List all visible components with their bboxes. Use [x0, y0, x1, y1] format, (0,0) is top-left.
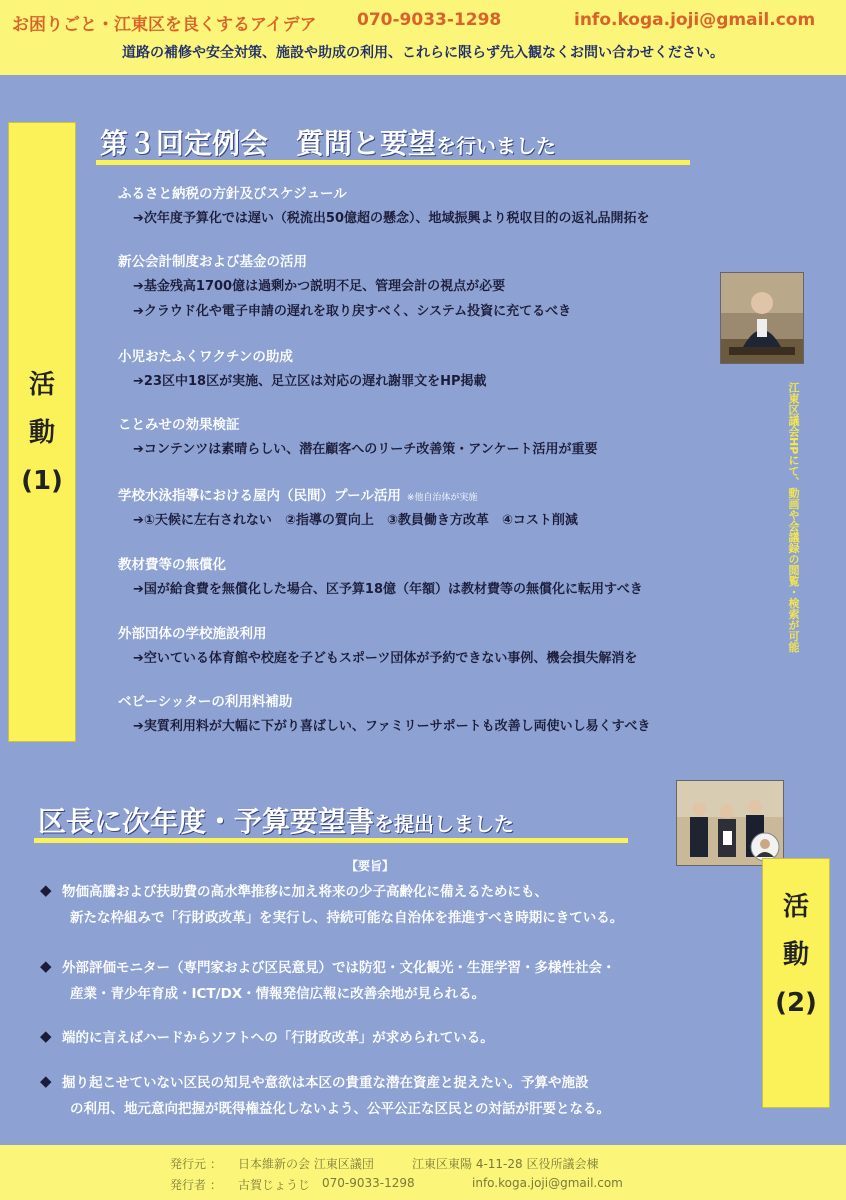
diamond-bullet-icon: ◆ — [40, 1027, 52, 1045]
footer — [0, 1145, 846, 1200]
question-answer-line: ➔23区中18区が実施、足立区は対応の遅れ謝罪文をHP掲載 — [133, 374, 487, 389]
summary-line: 物価高騰および扶助費の高水準推移に加え将来の少子高齢化に備えるためにも、 — [62, 884, 548, 900]
diamond-bullet-icon: ◆ — [40, 1072, 52, 1090]
video-archive-caption: 江東区議会HPにて、動画や会議録の閲覧・検索が可能 — [787, 382, 800, 653]
question-answer-line: ➔①天候に左右されない ②指導の質向上 ③教員働き方改革 ④コスト削減 — [133, 513, 578, 528]
footer-phone[interactable]: 070-9033-1298 — [322, 1176, 415, 1190]
activity-2-sidebar — [762, 858, 830, 1108]
summary-line: 外部評価モニター（専門家および区民意見）では防犯・文化観光・生涯学習・多様性社会・ — [62, 960, 616, 976]
header-email[interactable]: info.koga.joji@gmail.com — [574, 10, 816, 30]
question-title: ベビーシッターの利用料補助 — [118, 694, 293, 710]
question-title: 新公会計制度および基金の活用 — [118, 254, 307, 270]
footer-publisher-label: 発行元 ： — [170, 1157, 222, 1171]
section1-title-underline — [96, 160, 690, 165]
question-answer-line: ➔次年度予算化では遅い（税流出50億超の懸念）、地域振興より税収目的の返礼品開拓を — [133, 211, 650, 226]
header-topic: お困りごと・江東区を良くするアイデア — [12, 15, 317, 35]
summary-line: 産業・青少年育成・ICT/DX・情報発信広報に改善余地が見られる。 — [70, 986, 486, 1002]
speaker-photo — [720, 272, 804, 364]
question-title: 学校水泳指導における屋内（民間）プール活用 ※他自治体が実施 — [118, 488, 478, 504]
contact-line — [12, 10, 838, 36]
footer-address: 江東区東陽 4-11-28 区役所議会棟 — [412, 1157, 599, 1171]
summary-line: 掘り起こせていない区民の知見や意欲は本区の貴重な潜在資産と捉えたい。予算や施設 — [62, 1075, 589, 1091]
header-phone[interactable]: 070-9033-1298 — [357, 10, 502, 30]
question-title: 小児おたふくワクチンの助成 — [118, 349, 293, 365]
section1-title: 第３回定例会 質問と要望を行いました — [100, 127, 557, 160]
question-answer-line: ➔実質利用料が大幅に下がり喜ばしい、ファミリーサポートも改善し両使いし易くすべき — [133, 719, 651, 734]
footer-publisher: 日本維新の会 江東区議団 — [238, 1157, 374, 1171]
question-note: ※他自治体が実施 — [406, 493, 478, 503]
activity-1-sidebar — [8, 122, 76, 742]
question-answer-line: ➔基金残高1700億は過剰かつ説明不足、管理会計の視点が必要 — [133, 279, 506, 294]
summary-line: の利用、地元意向把握が既得権益化しないよう、公平公正な区民との対話が肝要となる。 — [70, 1101, 610, 1117]
question-title: ふるさと納税の方針及びスケジュール — [118, 186, 347, 202]
summary-line: 端的に言えばハードからソフトへの「行財政改革」が求められている。 — [62, 1030, 494, 1046]
activity-1-label: 活 動 (1) — [21, 370, 63, 496]
question-answer-line: ➔空いている体育館や校庭を子どもスポーツ団体が予約できない事例、機会損失解消を — [133, 651, 638, 666]
footer-issuer: 古賀じょうじ — [238, 1178, 311, 1192]
header-subline: 道路の補修や安全対策、施設や助成の利用、これらに限らず先入観なくお問い合わせください。 — [122, 45, 724, 61]
section2-title: 区長に次年度・予算要望書を提出しました — [38, 805, 515, 838]
question-title: 教材費等の無償化 — [118, 557, 226, 573]
diamond-bullet-icon: ◆ — [40, 957, 52, 975]
section2-title-underline — [34, 838, 628, 843]
footer-email[interactable]: info.koga.joji@gmail.com — [472, 1176, 623, 1190]
diamond-bullet-icon: ◆ — [40, 881, 52, 899]
submission-photo — [676, 780, 784, 866]
question-title: ことみせの効果検証 — [118, 417, 240, 433]
footer-issuer-label: 発行者 ： — [170, 1178, 222, 1192]
question-title: 外部団体の学校施設利用 — [118, 626, 267, 642]
summary-line: 新たな枠組みで「行財政改革」を実行し、持続可能な自治体を推進すべき時期にきている。 — [70, 910, 624, 926]
contact-header — [0, 0, 846, 75]
activity-2-label: 活 動 (2) — [775, 892, 817, 1018]
question-answer-line: ➔クラウド化や電子申請の遅れを取り戻すべく、システム投資に充てるべき — [133, 304, 572, 319]
summary-label: 【要旨】 — [345, 859, 394, 873]
question-answer-line: ➔国が給食費を無償化した場合、区予算18億（年額）は教材費等の無償化に転用すべき — [133, 582, 643, 597]
question-answer-line: ➔コンテンツは素晴らしい、潜在顧客へのリーチ改善策・アンケート活用が重要 — [133, 442, 598, 457]
